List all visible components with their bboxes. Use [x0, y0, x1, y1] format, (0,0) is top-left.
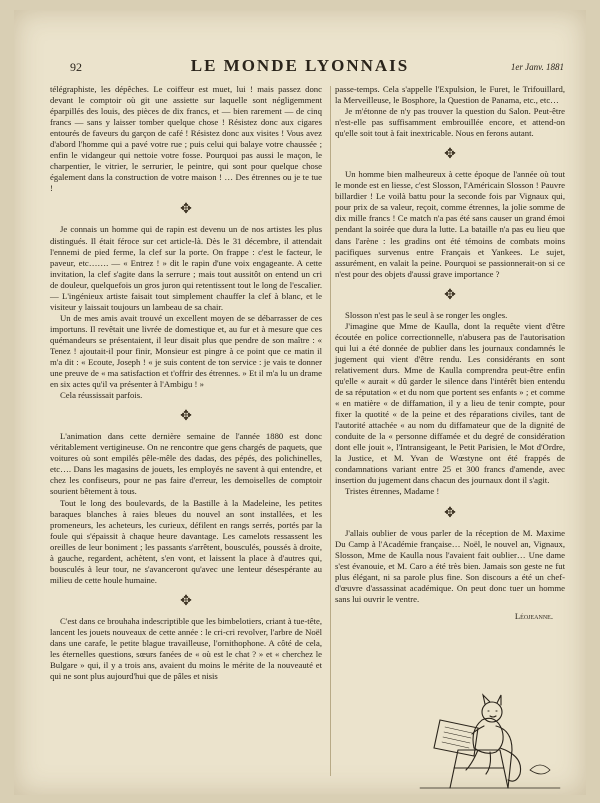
left-column-paragraph: Un de mes amis avait trouvé un excellent moyen de se débarrasser de ces importuns. Il revêtait une livrée de domestique et, au fur et à mesure que ces quémandeurs se présentaient, il leur disait plus que pendre de son maître : « Tenez ! ajoutait-il pour finir, Monsieur est pingre à ce point que ce matin il m'a dit : « Ecoute, Joseph ! « je suis content de ton service : je vais te donner une preuve de « ma satisfaction et t'offrir des étrennes. » Et il m'a lu un drame en six actes qu'il va présenter à l'Ambigu ! » — [50, 312, 322, 390]
page-number: 92 — [70, 60, 82, 74]
masthead-title: LE MONDE LYONNAIS — [190, 56, 410, 75]
cat-reading-newspaper-illustration — [400, 690, 570, 790]
column-divider — [330, 86, 331, 776]
ornament-divider: ✥ — [180, 409, 192, 425]
right-column-paragraph: J'imagine que Mme de Kaulla, dont la requête vient d'être écoutée en police correctionnelle, n'abusera pas de l'autorisation qui lui a été donnée de publier dans les journaux condamnés le jugement qui vient d'être rendu. Les considérants en sont relativement durs. Mme de Kaulla comprendra peut-être enfin qu'elle « aurait « dû garder le silence dans l'intérêt bien entendu de sa réputation « et du nom que portent ses enfants » ; et comme « en matière « de diffamation, il y a lieu de tenir compte, pour fixer la quotité « de la peine et des réparations civiles, tant de l'autorité attachée « au nom du diffamateur que de la dignité de conduite de la « personne diffamée et du degré de considération dont elle jouit », l'Intransigeant, le Petit Parisien, le Mot d'Ordre, la Justice, et M. Yvan de Wœstyne ont été frappés de condamnations variant entre 25 et 300 francs d'amende, avec insertion du jugement dans chacun des journaux dont il s'agit. — [335, 320, 565, 486]
left-column-paragraph: C'est dans ce brouhaha indescriptible que les bimbelotiers, criant à tue-tête, lancent les jouets nouveaux de cette année : le cri-cri revolver, l'arbre de Noël dans une carafe, le petite blague travailleuse, l'ornithophone. A côté de cela, les éternelles questions, sœurs fanées de « où est le chat ? » et « cherchez le Bulgare » qui, il y a trois ans, avaient du moins le mérite de la nouveauté et qui ne sont plus aujourd'hui que de pâles et nisis — [50, 615, 322, 682]
ornament-divider: ✥ — [444, 505, 456, 521]
right-column-paragraph: Je m'étonne de n'y pas trouver la question du Salon. Peut-être n'est-elle pas suffisamment embrouillée encore, et attend-on qu'elle soit tout à fait inextricable. Nous en ferons autant. — [335, 106, 565, 139]
left-column-paragraph: télégraphiste, les dépêches. Le coiffeur est muet, lui ! mais passez donc devant le comptoir où git une assiette sur laquelle sont négligemment éparpillés des louis, des pièces de dix francs, et — bien rarement — de cinq francs — sans y laisser tomber quelque chose ! Résistez donc aux cigares entourés de faveurs du garçon de café ! Résistez donc aux visites ! Vous avez d'abord l'homme qui a pavé votre rue ; puis celui qui balaye votre chaussée ; enfin le vidangeur qui nettoie votre fosse. Pourquoi pas aussi le maçon, le charpentier, le vitrier, le serrurier, le peintre, qui sont pour quelque chose également dans la construction de votre maison ! … Des étrennes ou je te tue ! — [50, 84, 322, 194]
right-column-paragraph: Slosson n'est pas le seul à se ronger les ongles. — [345, 309, 508, 320]
page-header — [14, 56, 586, 82]
left-column-paragraph: Je connais un homme qui de rapin est devenu un de nos artistes les plus distingués. Il était féroce sur cet article-là. Dès le 31 décembre, il attendait l'ennemi de pied ferme, la clef sur la porte. On frappe : c'est le facteur, le paveur, etc……. — « Entrez ! » dit le rapin d'une voix engageante. A cette invitation, la clef s'agite dans la serrure ; mais tout aussitôt on entend un cri de douleur, quelquefois un gros juron qui retentissent tout le long de l'escalier. — L'ingénieux artiste faisait tout simplement chauffer la clef à blanc, et le visiteur y laissait toujours un lambeau de sa chair. — [50, 224, 322, 312]
left-column-paragraph: Cela réussissait parfois. — [60, 390, 143, 401]
ornament-divider: ✥ — [180, 202, 192, 218]
right-column-paragraph: Tristes étrennes, Madame ! — [345, 486, 440, 497]
right-column-paragraph: passe-temps. Cela s'appelle l'Expulsion, le Furet, le Trifouillard, la Merveilleuse, le Bosphore, la Question de Panama, etc., etc… — [335, 84, 565, 106]
ornament-divider: ✥ — [180, 593, 192, 609]
ornament-divider: ✥ — [444, 147, 456, 163]
ornament-divider: ✥ — [444, 287, 456, 303]
author-signature: Léojeanne. — [514, 610, 553, 621]
issue-date: 1er Janv. 1881 — [510, 62, 564, 72]
right-column-paragraph: J'allais oublier de vous parler de la réception de M. Maxime Du Camp à l'Académie française… Noël, le nouvel an, Vignaux, Slosson, Mme de Kaulla nous l'avaient fait oublier… Une dame s'est évanouie, et M. Caro a été très bien. Jamais son geste ne fut plus élégant, ni sa parole plus fine. Son discours a été un chef-d'œuvre d'assassinat académique. On peut donc tuer un homme sans lui ouvrir le ventre. — [335, 527, 565, 604]
left-column-paragraph: Tout le long des boulevards, de la Bastille à la Madeleine, les petites baraques blanches à raies bleues du nouvel an sont installées, et les promeneurs, les acheteurs, les curieux, défilent en rangs serrés, portés par la foule qui s'épaissit à chaque heure davantage. Les camelots ressassent les oreilles de leur boniment ; les passants s'arrêtent, bousculés, poussés à droite, à gauche, regardent, achètent, s'en vont, et laissent la place à d'autres qui, bousculés à leur tour, ne s'avanceront qu'avec une lenteur désespérante au milieu de cette houle humaine. — [50, 497, 322, 585]
left-column-paragraph: L'animation dans cette dernière semaine de l'année 1880 est donc véritablement vertigineuse. On ne rencontre que gens chargés de paquets, que voitures où sont empilés pêle-mêle des dadas, des pépés, des polichinelles, etc…. Dans les magasins de jouets, les employés ne savent à qui entendre, et chez les confiseurs, pour ne pas faire d'erreur, les demoiselles de comptoir sourient bêtement à tous. — [50, 431, 322, 497]
right-column — [335, 84, 565, 622]
left-column — [50, 84, 322, 682]
right-column-paragraph: Un homme bien malheureux à cette époque de l'année où tout le monde est en liesse, c'est Slosson, l'Américain Slosson ! Pauvre billardier ! Le voilà battu pour la seconde fois par Vignaux qui, pour prix de sa valeur, reçoit, comme étrennes, la jolie somme de dix mille francs ! Ce match n'a pas été sans causer un grand émoi pendant la soirée que dura la lutte. La bataille n'a pas eu lieu que dans l'arène : les gradins ont été témoins de combats moins pacifiques survenus entre Français et Yankees. Le sujet, assurément, en valait la peine. Pourquoi se passionnerait-on si ce n'est pour des objets d'aussi grave importance ? — [335, 169, 565, 279]
